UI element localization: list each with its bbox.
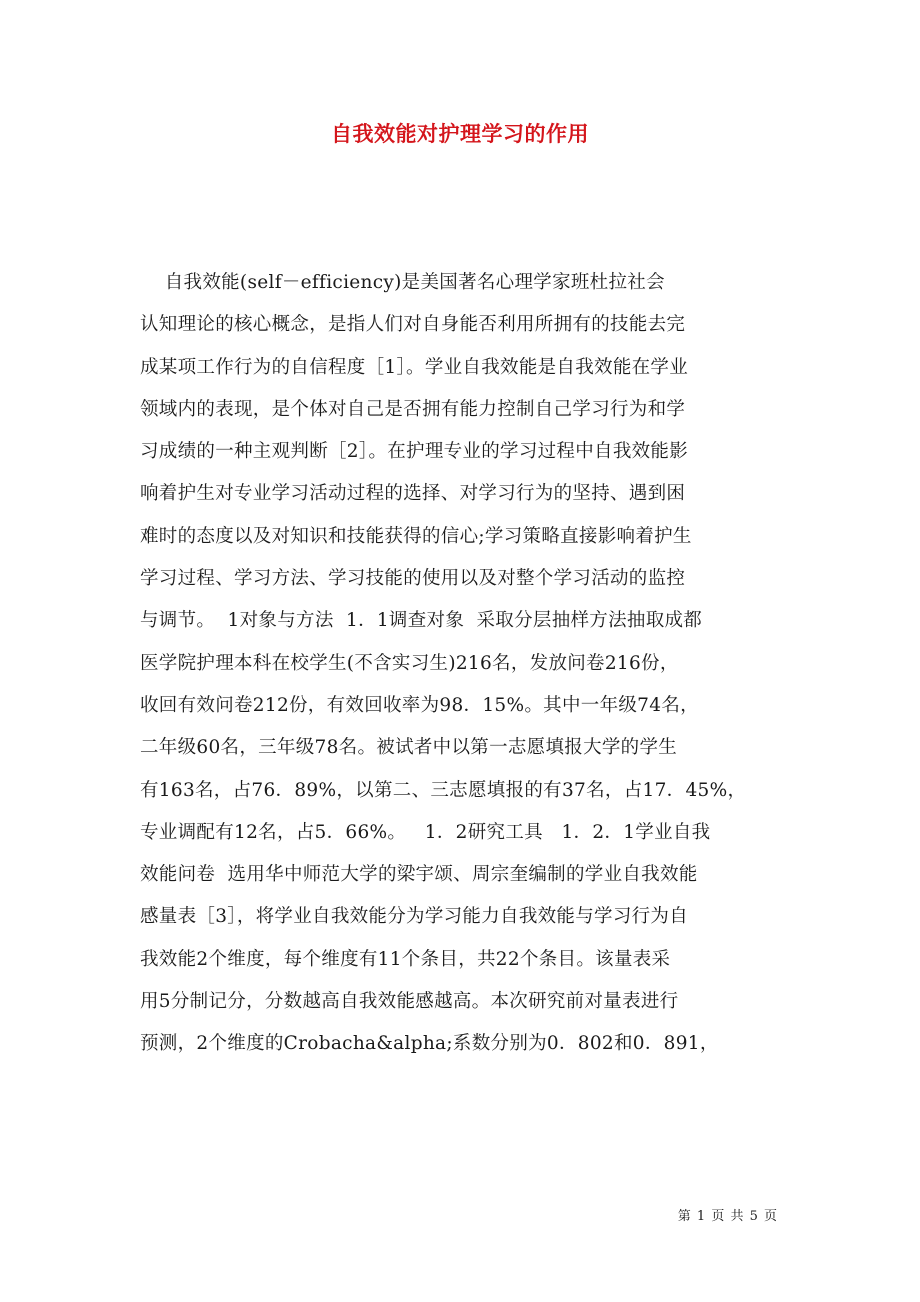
body-line: 收回有效问卷212份，有效回收率为98．15%。其中一年级74名， <box>140 694 699 716</box>
document-title: 自我效能对护理学习的作用 <box>331 122 589 146</box>
body-line: 我效能2个维度，每个维度有11个条目，共22个条目。该量表采 <box>140 948 671 970</box>
body-line: 效能问卷 选用华中师范大学的梁宇颂、周宗奎编制的学业自我效能 <box>140 864 698 886</box>
body-line: 难时的态度以及对知识和技能获得的信心;学习策略直接影响着护生 <box>140 525 692 547</box>
body-line: 二年级60名，三年级78名。被试者中以第一志愿填报大学的学生 <box>140 737 678 759</box>
body-line: 响着护生对专业学习活动过程的选择、对学习行为的坚持、遇到困 <box>140 483 686 505</box>
document-body <box>140 262 800 1066</box>
body-line: 自我效能(self－efficiency)是美国著名心理学家班杜拉社会 <box>140 272 665 293</box>
body-line: 专业调配有12名，占5．66%。 1．2研究工具 1．2．1学业自我 <box>140 821 711 843</box>
body-line: 用5分制记分，分数越高自我效能感越高。本次研究前对量表进行 <box>140 991 679 1013</box>
body-line: 与调节。 1对象与方法 1．1调查对象 采取分层抽样方法抽取成都 <box>140 610 703 632</box>
body-line: 成某项工作行为的自信程度［1］。学业自我效能是自我效能在学业 <box>140 356 689 378</box>
body-line: 领域内的表现，是个体对自己是否拥有能力控制自己学习行为和学 <box>140 398 686 420</box>
body-line: 医学院护理本科在校学生(不含实习生)216名，发放问卷216份， <box>140 652 679 674</box>
page-number-footer: 第 1 页 共 5 页 <box>677 1209 778 1224</box>
body-line: 学习过程、学习方法、学习技能的使用以及对整个学习活动的监控 <box>140 568 686 590</box>
body-line: 感量表［3］，将学业自我效能分为学习能力自我效能与学习行为自 <box>140 906 689 928</box>
body-line: 有163名，占76．89%，以第二、三志愿填报的有37名，占17．45%， <box>140 779 747 801</box>
body-line: 习成绩的一种主观判断［2］。在护理专业的学习过程中自我效能影 <box>140 441 689 463</box>
body-line: 认知理论的核心概念，是指人们对自身能否利用所拥有的技能去完 <box>140 314 686 336</box>
body-line: 预测，2个维度的Crobacha&alpha;系数分别为0．802和0．891， <box>140 1033 719 1055</box>
